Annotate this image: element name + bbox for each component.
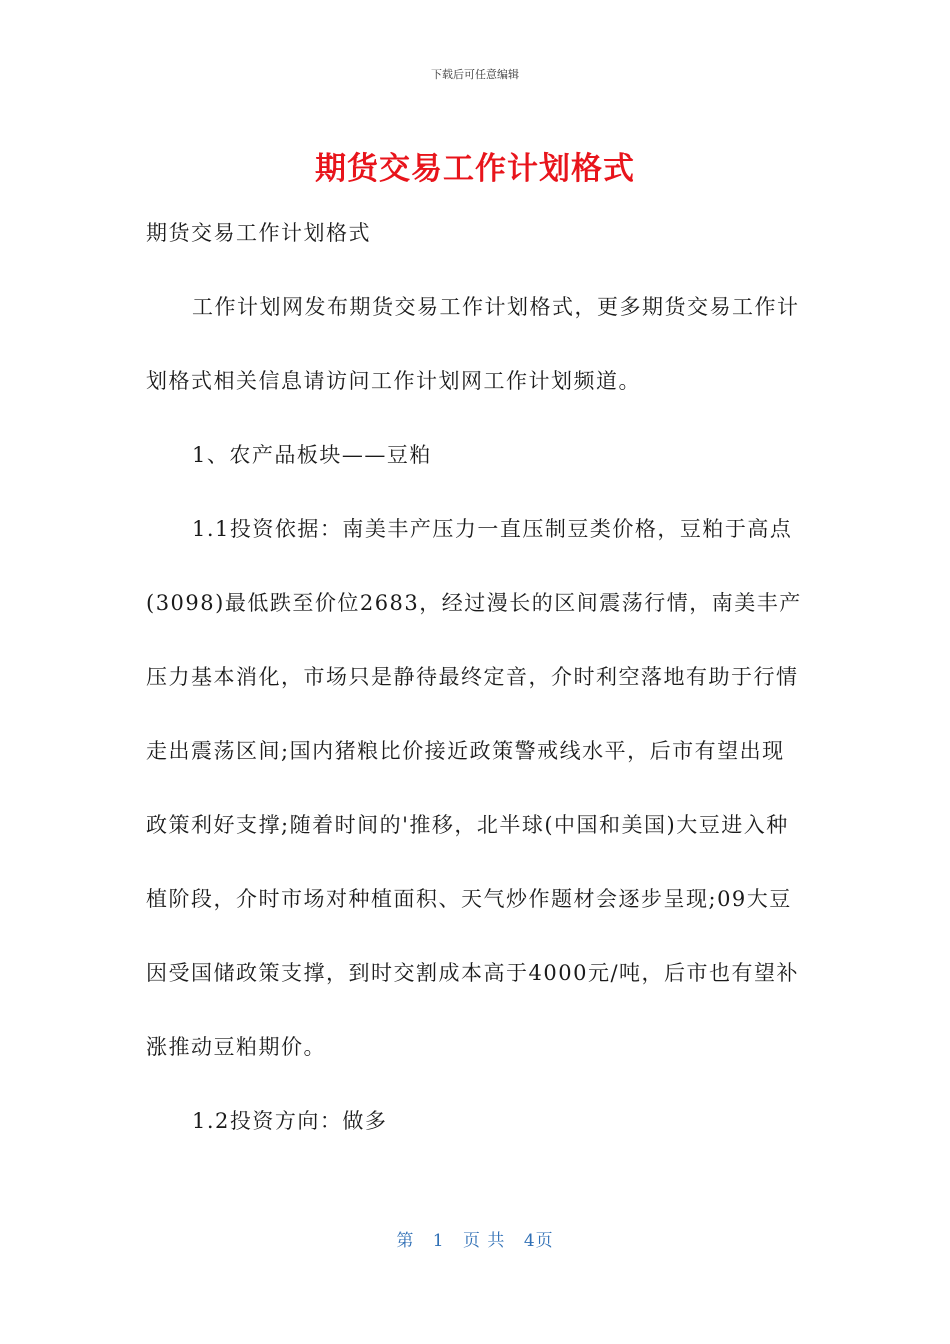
footer-page-number: 1 [432,1231,445,1251]
paragraph-subtitle: 期货交易工作计划格式 [146,221,371,245]
footer-mid: 页 共 [463,1231,506,1251]
paragraph-investment-direction: 1.2投资方向：做多 [192,1109,388,1133]
document-title: 期货交易工作计划格式 [315,151,635,187]
paragraph-section-heading: 1、农产品板块——豆粕 [192,443,432,467]
header-note: 下载后可任意编辑 [431,68,519,81]
page-footer [0,1226,950,1251]
paragraph-investment-basis: 1.1投资依据：南美丰产压力一直压制豆类价格，豆粕于高点(3098)最低跌至价位2683，经过漫长的区间震荡行情，南美丰产压力基本消化，市场只是静待最终定音，介时利空落地有助于行情走出震荡区间;国内猪粮比价接近政策警戒线水平，后市有望出现政策利好支撑;随着时间的'推移，北半球(中国和美国)大豆进入种植阶段，介时市场对种植面积、天气炒作题材会逐步呈现;09大豆因受国储政策支撑，到时交割成本高于4000元/吨，后市也有望补涨推动豆粕期价。 [146,517,802,1059]
paragraph-intro: 工作计划网发布期货交易工作计划格式，更多期货交易工作计划格式相关信息请访问工作计划网工作计划频道。 [146,295,800,393]
footer-prefix: 第 [396,1231,415,1251]
footer-total-pages: 4页 [523,1231,554,1251]
document-body [146,196,806,1158]
